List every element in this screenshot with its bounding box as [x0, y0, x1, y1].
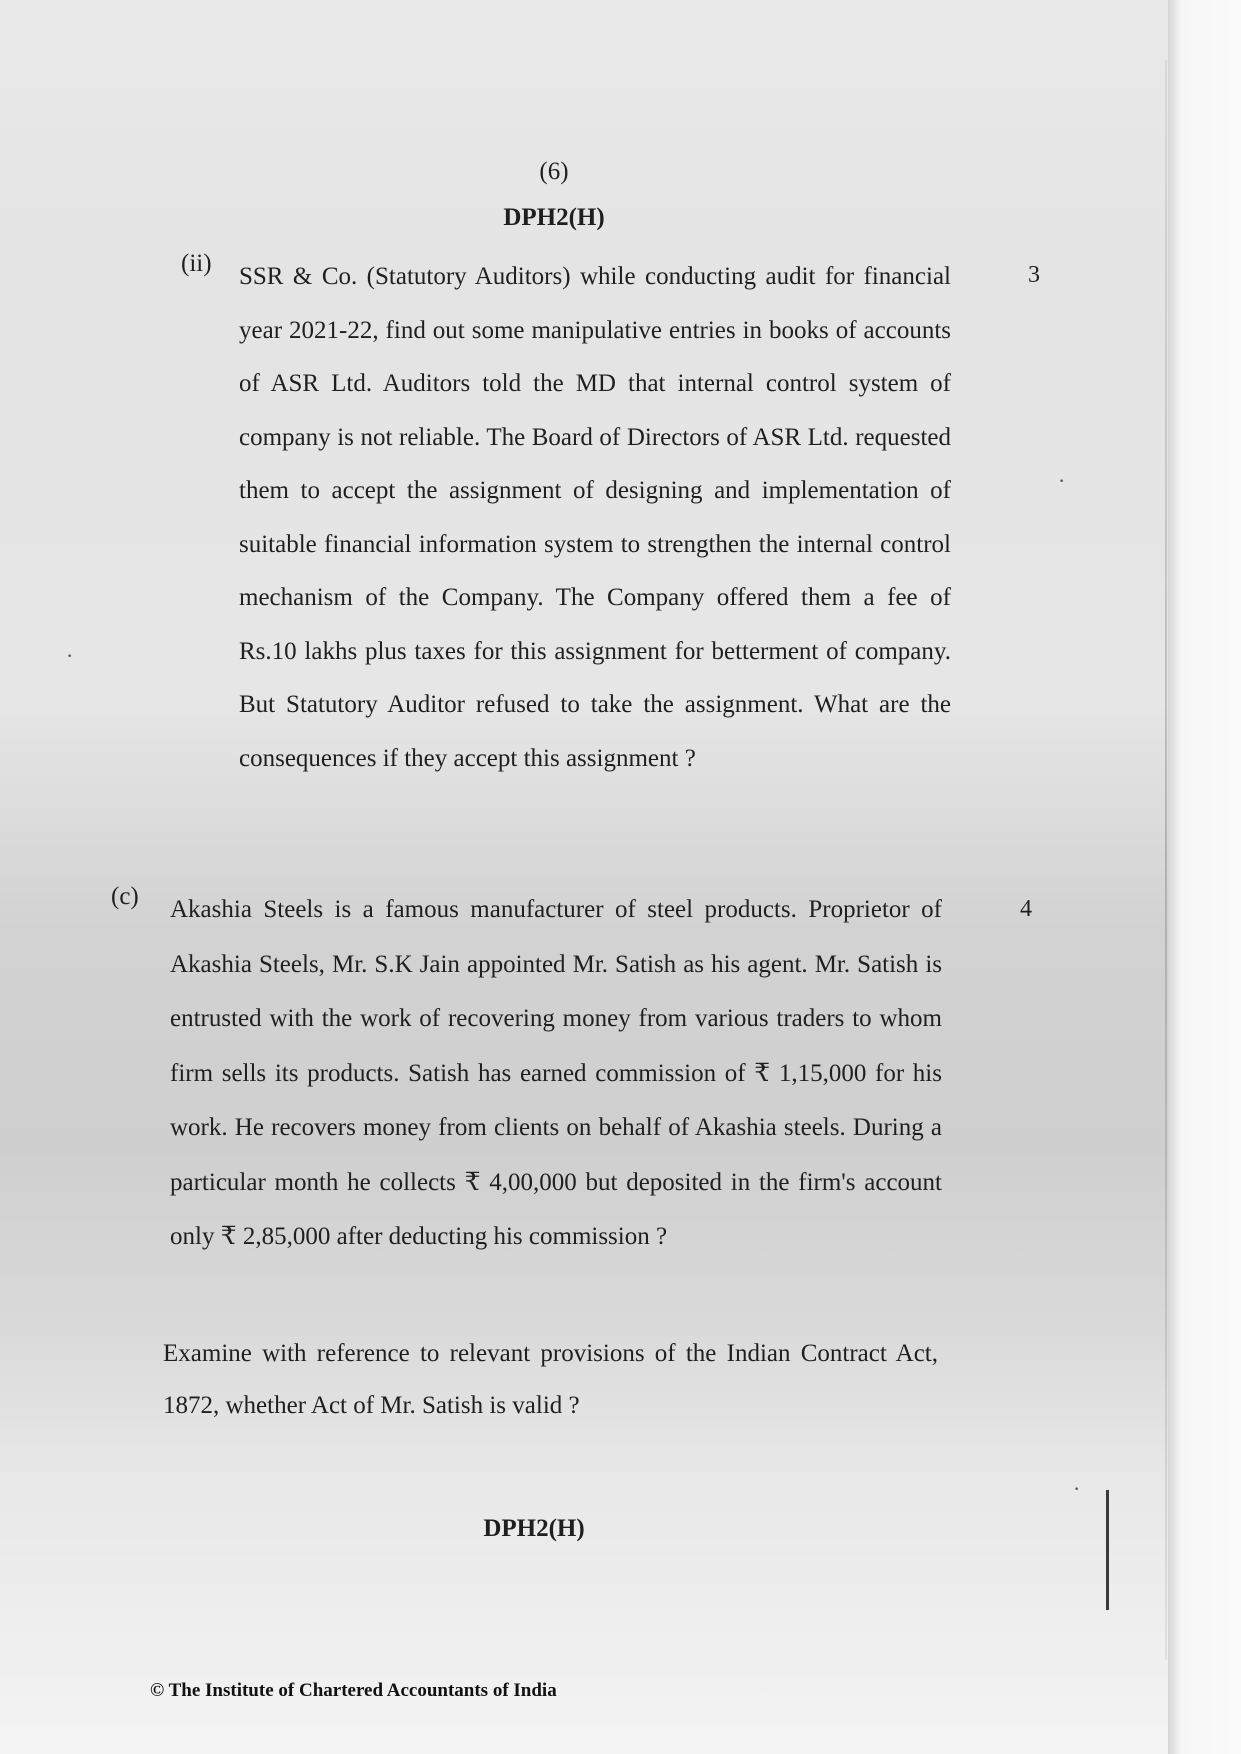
page-edge-line [1165, 60, 1167, 1660]
pen-mark [1106, 1490, 1109, 1610]
paper-code-header: DPH2(H) [503, 204, 605, 231]
question-label-ii: (ii) [181, 250, 212, 277]
question-c-text: Akashia Steels is a famous manufacturer of steel products. Proprietor of Akashia Steels, Mr. S.K Jain appointed Mr. Satish as his agent. Mr. Satish is entrusted with the work of recovering money from various traders to whom firm sells its products. Satish has earned commission of ₹ 1,15,000 for his work. He recovers money from clients on behalf of Akashia steels. During a particular month he collects ₹ 4,00,000 but deposited in the firm's account only ₹ 2,85,000 after deducting his commission ? [170, 896, 942, 1250]
scan-speck: · [1058, 468, 1066, 493]
paper-code-footer: DPH2(H) [483, 1515, 585, 1542]
marks-ii: 3 [1028, 262, 1040, 288]
page-number: (6) [539, 158, 569, 185]
question-c-instruction: Examine with reference to relevant provisions of the Indian Contract Act, 1872, whether Act of Mr. Satish is valid ? [163, 1340, 938, 1419]
question-ii-text: SSR & Co. (Statutory Auditors) while conducting audit for financial year 2021-22, find out some manipulative entries in books of accounts of ASR Ltd. Auditors told the MD that internal control system of company is not reliable. The Board of Directors of ASR Ltd. requested them to accept the assignment of designing and implementation of suitable financial information system to strengthen the internal control mechanism of the Company. The Company offered them a fee of Rs.10 lakhs plus taxes for this assignment for betterment of company. But Statutory Auditor refused to take the assignment. What are the consequences if they accept this assignment ? [239, 263, 951, 772]
scan-speck: · [1073, 1476, 1081, 1501]
scan-speck: · [66, 643, 74, 668]
question-label-c: (c) [111, 883, 139, 910]
page-edge-strip [1168, 0, 1241, 1754]
marks-c: 4 [1020, 896, 1032, 922]
copyright-notice: © The Institute of Chartered Accountants of India [150, 1680, 557, 1701]
